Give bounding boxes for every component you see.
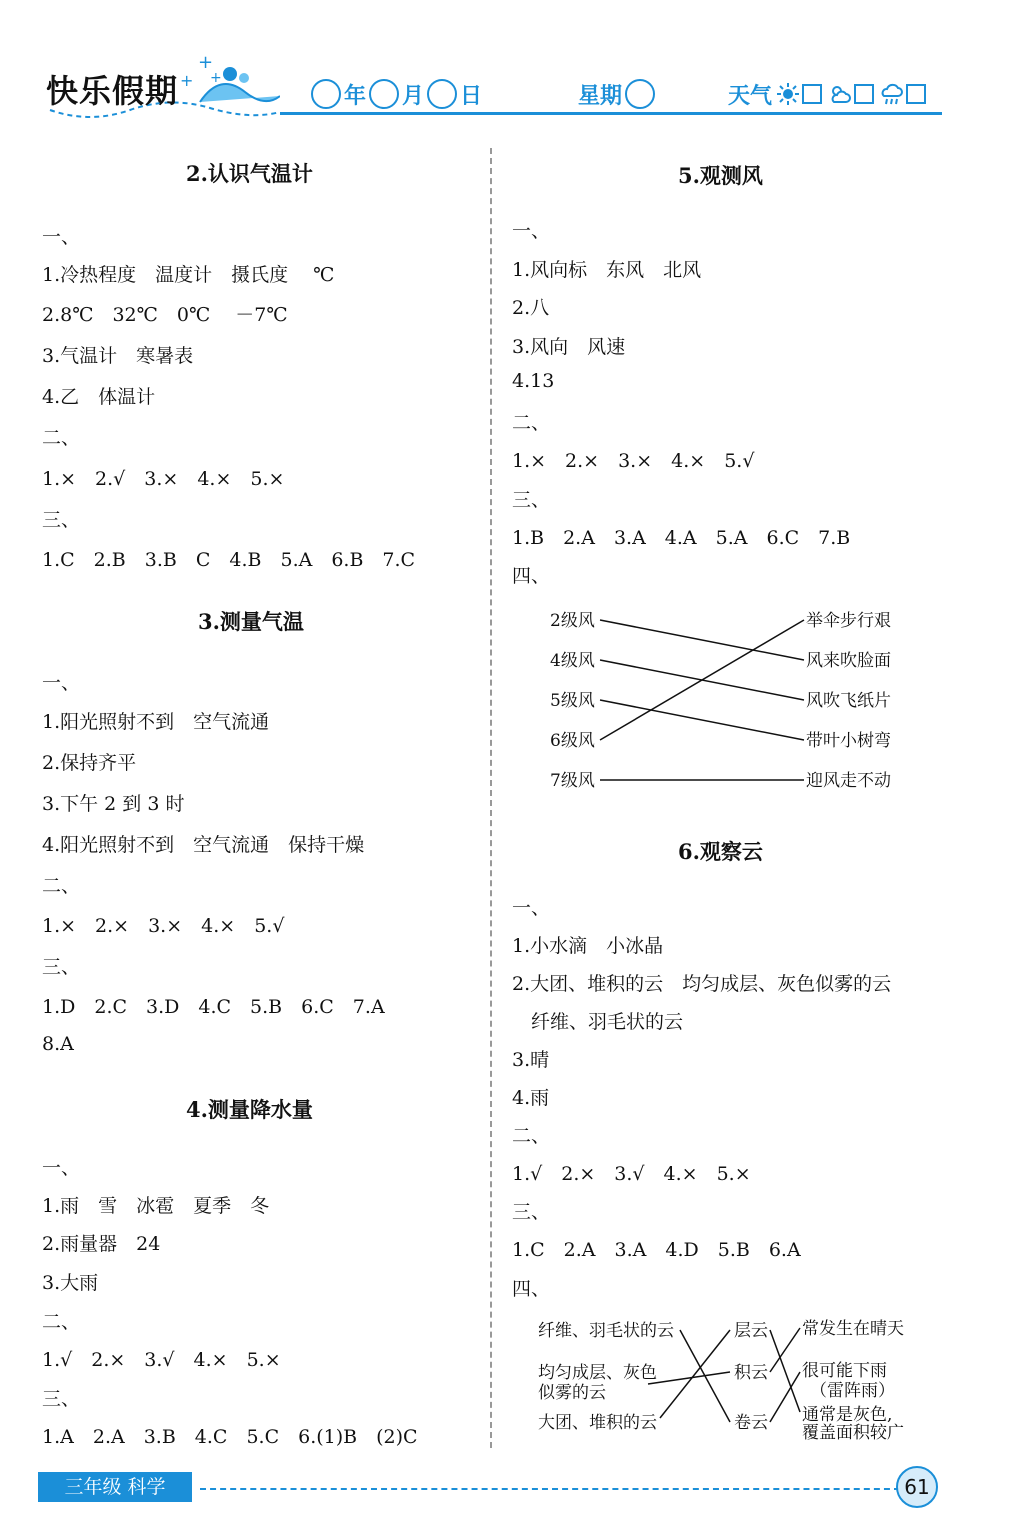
grade-subject-tag: 三年级 科学 <box>38 1472 192 1502</box>
answer-line: 4.乙 体温计 <box>42 386 156 408</box>
month-blank <box>369 79 399 109</box>
answer-line: 4.13 <box>512 370 555 392</box>
answer-line: 8.A <box>42 1033 74 1055</box>
week-label: 星期 <box>578 83 623 109</box>
match-line <box>770 1330 800 1412</box>
answer-line: 1.D 2.C 3.D 4.C 5.B 6.C 7.A <box>42 996 385 1018</box>
match-left-item: 均匀成层、灰色 <box>538 1363 657 1383</box>
section-title: 4.测量降水量 <box>186 1097 313 1122</box>
answer-line: 1.C 2.B 3.B C 4.B 5.A 6.B 7.C <box>42 549 416 571</box>
section-title: 6.观察云 <box>678 839 763 864</box>
answer-line: 二、 <box>42 1311 81 1333</box>
week-field <box>578 74 658 114</box>
footer-rule <box>200 1488 900 1490</box>
match-left-item: 大团、堆积的云 <box>538 1413 657 1433</box>
answer-line: 一、 <box>512 897 551 919</box>
answer-line: 4.阳光照射不到 空气流通 保持干燥 <box>42 834 365 856</box>
answer-line: 一、 <box>42 672 81 694</box>
answer-line: 1.阳光照射不到 空气流通 <box>42 711 270 733</box>
page-header <box>0 0 1035 130</box>
month-label: 月 <box>402 83 425 109</box>
partly-cloudy-icon <box>828 82 852 106</box>
match-left-item: 7级风 <box>550 771 595 791</box>
sunny-checkbox <box>802 84 822 104</box>
match-right-item: 很可能下雨 <box>802 1361 887 1381</box>
answer-line: 四、 <box>512 1278 551 1300</box>
answer-line: 1.B 2.A 3.A 4.A 5.A 6.C 7.B <box>512 527 851 549</box>
answer-line: 3.下午 2 到 3 时 <box>42 793 185 815</box>
section-title: 2.认识气温计 <box>186 161 313 186</box>
weather-label: 天气 <box>728 83 773 109</box>
answer-line: 4.雨 <box>512 1087 550 1109</box>
answer-line: 1.× 2.√ 3.× 4.× 5.× <box>42 468 285 490</box>
answer-line: 2.雨量器 24 <box>42 1233 161 1255</box>
match-left-item: 2级风 <box>550 611 595 631</box>
match-right-item: 常发生在晴天 <box>802 1319 904 1339</box>
answer-line: 四、 <box>512 565 551 587</box>
day-label: 日 <box>460 83 483 109</box>
page-number: 61 <box>896 1466 938 1508</box>
cloud-matching-diagram <box>530 1312 940 1442</box>
match-line <box>770 1372 800 1422</box>
answer-line: 纤维、羽毛状的云 <box>512 1011 684 1033</box>
weather-field <box>728 74 928 114</box>
answer-line: 1.风向标 东风 北风 <box>512 259 702 281</box>
match-left-item: 似雾的云 <box>538 1383 606 1403</box>
answer-line: 二、 <box>512 412 551 434</box>
date-fields <box>308 74 482 114</box>
match-left-item: 6级风 <box>550 731 595 751</box>
answer-line: 三、 <box>512 1201 551 1223</box>
match-left-item: 5级风 <box>550 691 595 711</box>
answer-line: 二、 <box>42 427 81 449</box>
match-mid-item: 卷云 <box>734 1413 768 1433</box>
wind-matching-diagram <box>540 598 920 798</box>
answer-line: 1.× 2.× 3.× 4.× 5.√ <box>42 915 285 937</box>
week-blank <box>625 79 655 109</box>
answer-line: 3.风向 风速 <box>512 336 626 358</box>
section-title: 3.测量气温 <box>198 609 304 634</box>
rainy-checkbox <box>906 84 926 104</box>
match-line <box>600 620 804 740</box>
answer-line: 三、 <box>512 489 551 511</box>
answer-line: 2.大团、堆积的云 均匀成层、灰色似雾的云 <box>512 973 892 995</box>
cloudy-checkbox <box>854 84 874 104</box>
answer-line: 1.小水滴 小冰晶 <box>512 935 664 957</box>
answer-line: 1.√ 2.× 3.√ 4.× 5.× <box>512 1163 751 1185</box>
match-left-item: 纤维、羽毛状的云 <box>538 1321 674 1341</box>
header-rule <box>280 112 942 115</box>
match-right-item: 迎风走不动 <box>806 771 891 791</box>
answer-line: 1.A 2.A 3.B 4.C 5.C 6.(1)B (2)C <box>42 1426 418 1448</box>
answer-line: 3.晴 <box>512 1049 550 1071</box>
answer-line: 1.√ 2.× 3.√ 4.× 5.× <box>42 1349 281 1371</box>
year-blank <box>311 79 341 109</box>
answer-line: 三、 <box>42 509 81 531</box>
answer-line: 一、 <box>512 220 551 242</box>
day-blank <box>427 79 457 109</box>
section-title: 5.观测风 <box>678 163 763 188</box>
answer-line: 一、 <box>42 1157 81 1179</box>
answer-line: 二、 <box>42 875 81 897</box>
match-mid-item: 积云 <box>734 1363 768 1383</box>
answer-line: 3.气温计 寒暑表 <box>42 345 194 367</box>
svg-text:+: + <box>210 70 222 86</box>
column-divider <box>490 148 492 1448</box>
match-right-item: （雷阵雨） <box>810 1381 895 1401</box>
match-right-item: 风来吹脸面 <box>806 651 891 671</box>
match-line <box>600 620 804 660</box>
answer-line: 1.雨 雪 冰雹 夏季 冬 <box>42 1195 270 1217</box>
match-line <box>600 700 804 740</box>
answer-line: 1.冷热程度 温度计 摄氏度 ℃ <box>42 264 335 286</box>
match-right-item: 举伞步行艰 <box>806 611 891 631</box>
svg-text:+: + <box>198 52 214 73</box>
answer-line: 2.保持齐平 <box>42 752 137 774</box>
rain-cloud-icon <box>880 82 904 106</box>
answer-line: 二、 <box>512 1125 551 1147</box>
answer-line: 2.八 <box>512 297 550 319</box>
match-mid-item: 层云 <box>734 1321 768 1341</box>
match-right-item: 带叶小树弯 <box>806 731 891 751</box>
sun-icon <box>776 82 800 106</box>
answer-line: 2.8℃ 32℃ 0℃ －7℃ <box>42 304 288 326</box>
answer-line: 三、 <box>42 956 81 978</box>
match-right-item: 通常是灰色, <box>802 1405 893 1425</box>
answer-line: 一、 <box>42 226 81 248</box>
match-right-item: 风吹飞纸片 <box>806 691 891 711</box>
svg-text:+: + <box>180 71 194 90</box>
year-label: 年 <box>344 83 367 109</box>
match-right-item: 覆盖面积较广 <box>802 1423 904 1442</box>
answer-line: 三、 <box>42 1388 81 1410</box>
answer-line: 3.大雨 <box>42 1272 99 1294</box>
match-line <box>770 1328 800 1372</box>
answer-line: 1.C 2.A 3.A 4.D 5.B 6.A <box>512 1239 801 1261</box>
match-left-item: 4级风 <box>550 651 595 671</box>
answer-line: 1.× 2.× 3.× 4.× 5.√ <box>512 450 755 472</box>
logo-title: 快乐假期 <box>46 72 179 110</box>
